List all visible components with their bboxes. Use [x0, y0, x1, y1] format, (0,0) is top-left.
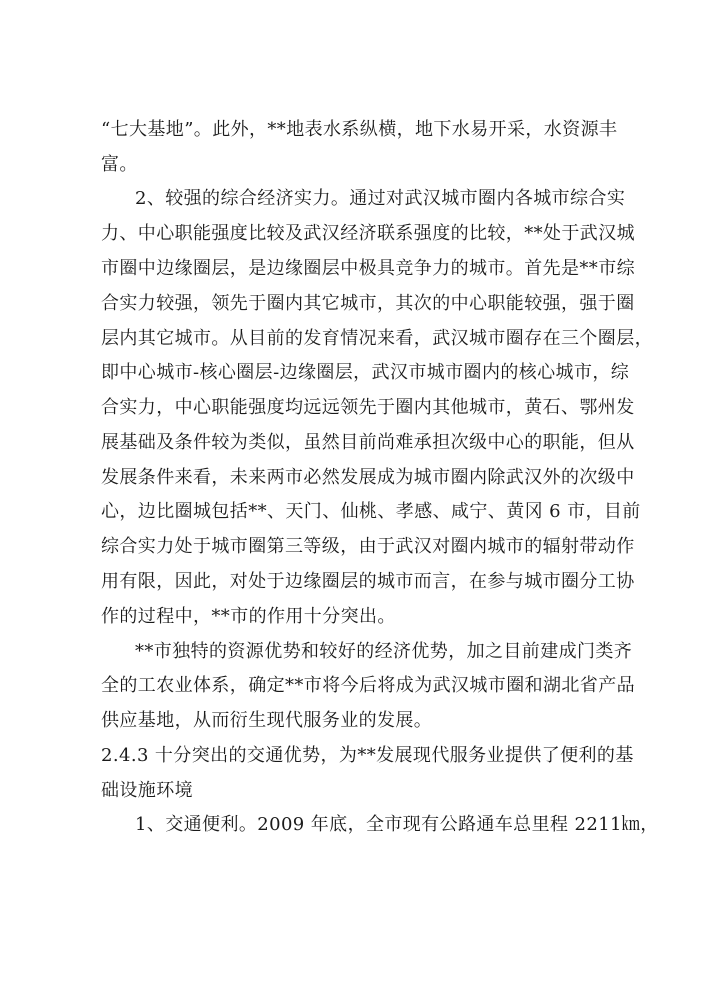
text-line: 层内其它城市。从目前的发育情况来看，武汉城市圈存在三个圈层，: [101, 328, 653, 349]
text-line: 供应基地，从而衍生现代服务业的发展。: [101, 710, 433, 731]
paragraph-start-line: 2、较强的综合经济实力。通过对武汉城市圈内各城市综合实: [135, 188, 626, 209]
paragraph-start-line: 1、交通便利。2009 年底，全市现有公路通车总里程 2211㎞，: [135, 814, 659, 835]
section-heading: 2.4.3 十分突出的交通优势，为**发展现代服务业提供了便利的基: [101, 745, 634, 766]
paragraph-start-line: **市独特的资源优势和较好的经济优势，加之目前建成门类齐: [135, 641, 633, 662]
text-line: 综合实力处于城市圈第三等级，由于武汉对圈内城市的辐射带动作: [101, 536, 635, 557]
text-line: “七大基地”。此外，**地表水系纵横，地下水易开采，水资源丰: [101, 119, 618, 140]
text-line: 即中心城市-核心圈层-边缘圈层，武汉市城市圈内的核心城市，综: [101, 362, 630, 383]
text-line: 合实力，中心职能强度均远远领先于圈内其他城市，黄石、鄂州发: [101, 397, 635, 418]
text-line: 市圈中边缘圈层，是边缘圈层中极具竞争力的城市。首先是**市综: [101, 258, 635, 279]
text-line: 合实力较强，领先于圈内其它城市，其次的中心职能较强，强于圈: [101, 293, 635, 314]
text-line: 心，边比圈城包括**、天门、仙桃、孝感、咸宁、黄冈 6 市，目前: [101, 501, 641, 522]
text-line: 全的工农业体系，确定**市将今后将成为武汉城市圈和湖北省产品: [101, 675, 635, 696]
text-line: 展基础及条件较为类似，虽然目前尚难承担次级中心的职能，但从: [101, 432, 635, 453]
text-line: 富。: [101, 154, 138, 175]
text-line: 发展条件来看，未来两市必然发展成为城市圈内除武汉外的次级中: [101, 467, 635, 488]
text-line: 用有限，因此，对处于边缘圈层的城市而言，在参与城市圈分工协: [101, 571, 635, 592]
text-line: 作的过程中，**市的作用十分突出。: [101, 606, 396, 627]
text-line: 力、中心职能强度比较及武汉经济联系强度的比较，**处于武汉城: [101, 223, 635, 244]
section-heading-continued: 础设施环境: [101, 780, 193, 801]
